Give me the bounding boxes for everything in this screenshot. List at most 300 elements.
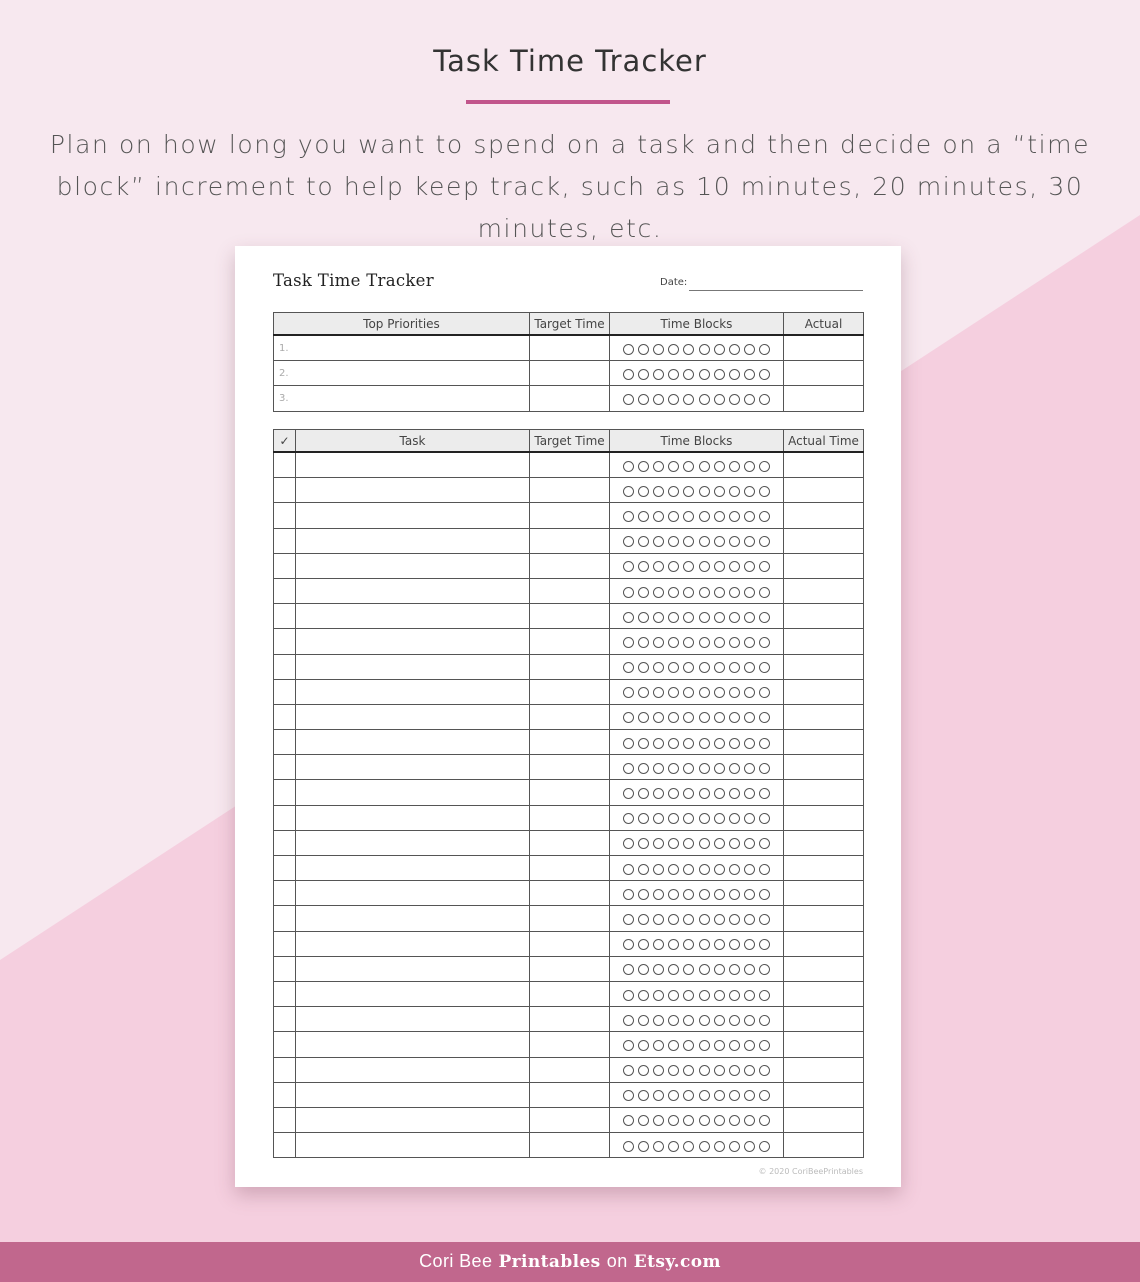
- time-block-circle[interactable]: [699, 687, 710, 698]
- time-block-circle[interactable]: [759, 1141, 770, 1152]
- time-block-circle[interactable]: [759, 712, 770, 723]
- time-block-circle[interactable]: [744, 587, 755, 598]
- task-checkbox-cell[interactable]: [274, 981, 296, 1006]
- time-block-circle[interactable]: [623, 813, 634, 824]
- actual-time-cell[interactable]: [784, 503, 864, 528]
- task-checkbox-cell[interactable]: [274, 629, 296, 654]
- task-text-cell[interactable]: [296, 1007, 530, 1032]
- task-checkbox-cell[interactable]: [274, 679, 296, 704]
- time-block-circle[interactable]: [714, 662, 725, 673]
- task-checkbox-cell[interactable]: [274, 1007, 296, 1032]
- time-block-circle[interactable]: [638, 461, 649, 472]
- task-text-cell[interactable]: [296, 478, 530, 503]
- time-block-circle[interactable]: [683, 687, 694, 698]
- time-block-circle[interactable]: [668, 1115, 679, 1126]
- time-block-circle[interactable]: [653, 990, 664, 1001]
- time-block-circle[interactable]: [668, 914, 679, 925]
- time-block-circle[interactable]: [668, 1015, 679, 1026]
- time-block-circle[interactable]: [714, 1015, 725, 1026]
- time-block-circle[interactable]: [623, 712, 634, 723]
- time-block-circle[interactable]: [653, 587, 664, 598]
- time-block-circle[interactable]: [759, 889, 770, 900]
- actual-time-cell[interactable]: [784, 1082, 864, 1107]
- time-block-circle[interactable]: [699, 914, 710, 925]
- time-block-circle[interactable]: [744, 738, 755, 749]
- actual-time-cell[interactable]: [784, 452, 864, 478]
- time-block-circle[interactable]: [759, 561, 770, 572]
- time-block-circle[interactable]: [668, 1090, 679, 1101]
- time-block-circle[interactable]: [744, 536, 755, 547]
- task-checkbox-cell[interactable]: [274, 452, 296, 478]
- time-block-circle[interactable]: [759, 662, 770, 673]
- time-block-circle[interactable]: [668, 738, 679, 749]
- time-block-circle[interactable]: [759, 394, 770, 405]
- time-block-circle[interactable]: [699, 1040, 710, 1051]
- target-time-cell[interactable]: [530, 1082, 610, 1107]
- time-block-circle[interactable]: [638, 344, 649, 355]
- target-time-cell[interactable]: [530, 805, 610, 830]
- time-block-circle[interactable]: [714, 1141, 725, 1152]
- time-block-circle[interactable]: [729, 612, 740, 623]
- time-block-circle[interactable]: [653, 612, 664, 623]
- time-block-circle[interactable]: [729, 1141, 740, 1152]
- time-block-circle[interactable]: [759, 939, 770, 950]
- time-block-circle[interactable]: [623, 1065, 634, 1076]
- task-checkbox-cell[interactable]: [274, 956, 296, 981]
- time-block-circle[interactable]: [638, 788, 649, 799]
- task-text-cell[interactable]: [296, 1057, 530, 1082]
- task-text-cell[interactable]: [296, 780, 530, 805]
- time-block-circle[interactable]: [729, 763, 740, 774]
- time-block-circle[interactable]: [623, 369, 634, 380]
- task-text-cell[interactable]: [296, 1082, 530, 1107]
- time-block-circle[interactable]: [714, 864, 725, 875]
- actual-time-cell[interactable]: [784, 528, 864, 553]
- task-checkbox-cell[interactable]: [274, 1032, 296, 1057]
- time-block-circle[interactable]: [699, 587, 710, 598]
- time-block-circle[interactable]: [683, 369, 694, 380]
- time-block-circle[interactable]: [683, 1115, 694, 1126]
- time-block-circle[interactable]: [668, 369, 679, 380]
- time-block-circle[interactable]: [638, 662, 649, 673]
- time-block-circle[interactable]: [683, 1141, 694, 1152]
- time-block-circle[interactable]: [653, 561, 664, 572]
- time-block-circle[interactable]: [759, 369, 770, 380]
- time-block-circle[interactable]: [729, 939, 740, 950]
- actual-time-cell[interactable]: [784, 704, 864, 729]
- time-block-circle[interactable]: [668, 939, 679, 950]
- time-block-circle[interactable]: [729, 864, 740, 875]
- time-block-circle[interactable]: [699, 1090, 710, 1101]
- time-block-circle[interactable]: [668, 344, 679, 355]
- actual-time-cell[interactable]: [784, 1032, 864, 1057]
- time-block-circle[interactable]: [683, 990, 694, 1001]
- target-time-cell[interactable]: [530, 679, 610, 704]
- time-block-circle[interactable]: [729, 561, 740, 572]
- actual-time-cell[interactable]: [784, 931, 864, 956]
- time-block-circle[interactable]: [699, 511, 710, 522]
- time-block-circle[interactable]: [744, 461, 755, 472]
- time-block-circle[interactable]: [714, 763, 725, 774]
- task-checkbox-cell[interactable]: [274, 755, 296, 780]
- time-block-circle[interactable]: [729, 1040, 740, 1051]
- time-block-circle[interactable]: [729, 813, 740, 824]
- time-block-circle[interactable]: [683, 637, 694, 648]
- task-checkbox-cell[interactable]: [274, 704, 296, 729]
- time-block-circle[interactable]: [668, 1065, 679, 1076]
- time-block-circle[interactable]: [759, 990, 770, 1001]
- task-checkbox-cell[interactable]: [274, 805, 296, 830]
- task-text-cell[interactable]: [296, 881, 530, 906]
- time-block-circle[interactable]: [683, 964, 694, 975]
- time-block-circle[interactable]: [638, 1141, 649, 1152]
- task-checkbox-cell[interactable]: [274, 856, 296, 881]
- time-block-circle[interactable]: [699, 1065, 710, 1076]
- time-block-circle[interactable]: [759, 511, 770, 522]
- task-text-cell[interactable]: [296, 503, 530, 528]
- target-time-cell[interactable]: [530, 931, 610, 956]
- time-block-circle[interactable]: [683, 939, 694, 950]
- time-block-circle[interactable]: [623, 788, 634, 799]
- target-time-cell[interactable]: [530, 553, 610, 578]
- time-block-circle[interactable]: [729, 1090, 740, 1101]
- time-block-circle[interactable]: [699, 939, 710, 950]
- actual-time-cell[interactable]: [784, 755, 864, 780]
- time-block-circle[interactable]: [653, 964, 664, 975]
- task-text-cell[interactable]: [296, 553, 530, 578]
- actual-time-cell[interactable]: [784, 335, 864, 361]
- time-block-circle[interactable]: [699, 612, 710, 623]
- time-block-circle[interactable]: [653, 662, 664, 673]
- time-block-circle[interactable]: [699, 662, 710, 673]
- time-block-circle[interactable]: [683, 344, 694, 355]
- time-block-circle[interactable]: [668, 536, 679, 547]
- task-text-cell[interactable]: [296, 1032, 530, 1057]
- time-block-circle[interactable]: [759, 1040, 770, 1051]
- target-time-cell[interactable]: [530, 528, 610, 553]
- target-time-cell[interactable]: [530, 503, 610, 528]
- time-block-circle[interactable]: [653, 939, 664, 950]
- time-block-circle[interactable]: [638, 738, 649, 749]
- time-block-circle[interactable]: [744, 914, 755, 925]
- time-block-circle[interactable]: [699, 394, 710, 405]
- target-time-cell[interactable]: [530, 1133, 610, 1158]
- time-block-circle[interactable]: [699, 1141, 710, 1152]
- footer-shop[interactable]: Etsy.com: [633, 1252, 721, 1272]
- time-block-circle[interactable]: [653, 1015, 664, 1026]
- time-block-circle[interactable]: [744, 813, 755, 824]
- time-block-circle[interactable]: [759, 813, 770, 824]
- task-text-cell[interactable]: [296, 956, 530, 981]
- time-block-circle[interactable]: [653, 813, 664, 824]
- time-block-circle[interactable]: [653, 1040, 664, 1051]
- time-block-circle[interactable]: [759, 1065, 770, 1076]
- time-block-circle[interactable]: [653, 763, 664, 774]
- time-block-circle[interactable]: [653, 864, 664, 875]
- time-block-circle[interactable]: [699, 864, 710, 875]
- target-time-cell[interactable]: [530, 578, 610, 603]
- task-checkbox-cell[interactable]: [274, 478, 296, 503]
- time-block-circle[interactable]: [623, 486, 634, 497]
- actual-time-cell[interactable]: [784, 553, 864, 578]
- target-time-cell[interactable]: [530, 780, 610, 805]
- time-block-circle[interactable]: [759, 738, 770, 749]
- time-block-circle[interactable]: [683, 738, 694, 749]
- time-block-circle[interactable]: [759, 637, 770, 648]
- time-block-circle[interactable]: [668, 461, 679, 472]
- time-block-circle[interactable]: [699, 990, 710, 1001]
- actual-time-cell[interactable]: [784, 629, 864, 654]
- target-time-cell[interactable]: [530, 956, 610, 981]
- time-block-circle[interactable]: [744, 1090, 755, 1101]
- target-time-cell[interactable]: [530, 629, 610, 654]
- actual-time-cell[interactable]: [784, 654, 864, 679]
- time-block-circle[interactable]: [623, 687, 634, 698]
- time-block-circle[interactable]: [638, 511, 649, 522]
- time-block-circle[interactable]: [729, 788, 740, 799]
- time-block-circle[interactable]: [668, 712, 679, 723]
- time-block-circle[interactable]: [638, 914, 649, 925]
- time-block-circle[interactable]: [714, 637, 725, 648]
- time-block-circle[interactable]: [653, 738, 664, 749]
- time-block-circle[interactable]: [683, 1090, 694, 1101]
- time-block-circle[interactable]: [759, 461, 770, 472]
- time-block-circle[interactable]: [683, 511, 694, 522]
- time-block-circle[interactable]: [759, 914, 770, 925]
- time-block-circle[interactable]: [729, 889, 740, 900]
- target-time-cell[interactable]: [530, 386, 610, 411]
- task-checkbox-cell[interactable]: [274, 1107, 296, 1132]
- time-block-circle[interactable]: [714, 914, 725, 925]
- task-checkbox-cell[interactable]: [274, 1057, 296, 1082]
- target-time-cell[interactable]: [530, 604, 610, 629]
- time-block-circle[interactable]: [653, 1090, 664, 1101]
- time-block-circle[interactable]: [744, 344, 755, 355]
- time-block-circle[interactable]: [714, 1090, 725, 1101]
- time-block-circle[interactable]: [759, 536, 770, 547]
- time-block-circle[interactable]: [683, 864, 694, 875]
- time-block-circle[interactable]: [623, 637, 634, 648]
- time-block-circle[interactable]: [638, 394, 649, 405]
- time-block-circle[interactable]: [623, 511, 634, 522]
- priority-text-cell[interactable]: 1.: [274, 335, 530, 361]
- time-block-circle[interactable]: [714, 939, 725, 950]
- actual-time-cell[interactable]: [784, 1133, 864, 1158]
- time-block-circle[interactable]: [744, 662, 755, 673]
- time-block-circle[interactable]: [623, 561, 634, 572]
- time-block-circle[interactable]: [653, 461, 664, 472]
- task-text-cell[interactable]: [296, 805, 530, 830]
- time-block-circle[interactable]: [714, 461, 725, 472]
- time-block-circle[interactable]: [638, 536, 649, 547]
- time-block-circle[interactable]: [714, 394, 725, 405]
- time-block-circle[interactable]: [759, 964, 770, 975]
- target-time-cell[interactable]: [530, 1032, 610, 1057]
- task-checkbox-cell[interactable]: [274, 730, 296, 755]
- time-block-circle[interactable]: [638, 1040, 649, 1051]
- task-checkbox-cell[interactable]: [274, 881, 296, 906]
- time-block-circle[interactable]: [668, 511, 679, 522]
- time-block-circle[interactable]: [668, 838, 679, 849]
- time-block-circle[interactable]: [729, 687, 740, 698]
- time-block-circle[interactable]: [744, 889, 755, 900]
- time-block-circle[interactable]: [638, 838, 649, 849]
- time-block-circle[interactable]: [744, 939, 755, 950]
- time-block-circle[interactable]: [699, 461, 710, 472]
- task-checkbox-cell[interactable]: [274, 553, 296, 578]
- task-text-cell[interactable]: [296, 578, 530, 603]
- time-block-circle[interactable]: [653, 838, 664, 849]
- time-block-circle[interactable]: [668, 864, 679, 875]
- task-checkbox-cell[interactable]: [274, 578, 296, 603]
- time-block-circle[interactable]: [699, 536, 710, 547]
- task-text-cell[interactable]: [296, 906, 530, 931]
- time-block-circle[interactable]: [744, 561, 755, 572]
- time-block-circle[interactable]: [638, 1115, 649, 1126]
- time-block-circle[interactable]: [759, 687, 770, 698]
- time-block-circle[interactable]: [744, 1065, 755, 1076]
- time-block-circle[interactable]: [653, 369, 664, 380]
- time-block-circle[interactable]: [623, 1115, 634, 1126]
- time-block-circle[interactable]: [699, 1015, 710, 1026]
- time-block-circle[interactable]: [759, 344, 770, 355]
- time-block-circle[interactable]: [744, 511, 755, 522]
- time-block-circle[interactable]: [623, 964, 634, 975]
- time-block-circle[interactable]: [744, 990, 755, 1001]
- time-block-circle[interactable]: [699, 788, 710, 799]
- time-block-circle[interactable]: [653, 511, 664, 522]
- time-block-circle[interactable]: [714, 1065, 725, 1076]
- priority-text-cell[interactable]: 2.: [274, 361, 530, 386]
- time-block-circle[interactable]: [668, 486, 679, 497]
- time-block-circle[interactable]: [759, 587, 770, 598]
- time-block-circle[interactable]: [623, 662, 634, 673]
- time-block-circle[interactable]: [683, 914, 694, 925]
- time-block-circle[interactable]: [714, 813, 725, 824]
- time-block-circle[interactable]: [638, 587, 649, 598]
- time-block-circle[interactable]: [729, 914, 740, 925]
- task-text-cell[interactable]: [296, 452, 530, 478]
- time-block-circle[interactable]: [623, 1015, 634, 1026]
- time-block-circle[interactable]: [699, 813, 710, 824]
- time-block-circle[interactable]: [714, 587, 725, 598]
- time-block-circle[interactable]: [729, 662, 740, 673]
- time-block-circle[interactable]: [744, 637, 755, 648]
- time-block-circle[interactable]: [638, 889, 649, 900]
- time-block-circle[interactable]: [638, 486, 649, 497]
- task-text-cell[interactable]: [296, 981, 530, 1006]
- time-block-circle[interactable]: [638, 612, 649, 623]
- time-block-circle[interactable]: [714, 511, 725, 522]
- time-block-circle[interactable]: [623, 394, 634, 405]
- task-checkbox-cell[interactable]: [274, 830, 296, 855]
- time-block-circle[interactable]: [668, 637, 679, 648]
- time-block-circle[interactable]: [623, 914, 634, 925]
- actual-time-cell[interactable]: [784, 830, 864, 855]
- task-checkbox-cell[interactable]: [274, 528, 296, 553]
- task-text-cell[interactable]: [296, 931, 530, 956]
- actual-time-cell[interactable]: [784, 679, 864, 704]
- time-block-circle[interactable]: [683, 536, 694, 547]
- time-block-circle[interactable]: [699, 838, 710, 849]
- time-block-circle[interactable]: [714, 687, 725, 698]
- time-block-circle[interactable]: [653, 914, 664, 925]
- time-block-circle[interactable]: [623, 1090, 634, 1101]
- time-block-circle[interactable]: [714, 612, 725, 623]
- time-block-circle[interactable]: [729, 964, 740, 975]
- time-block-circle[interactable]: [653, 394, 664, 405]
- task-text-cell[interactable]: [296, 654, 530, 679]
- time-block-circle[interactable]: [759, 763, 770, 774]
- time-block-circle[interactable]: [623, 864, 634, 875]
- time-block-circle[interactable]: [623, 1040, 634, 1051]
- time-block-circle[interactable]: [759, 1115, 770, 1126]
- actual-time-cell[interactable]: [784, 906, 864, 931]
- task-text-cell[interactable]: [296, 679, 530, 704]
- target-time-cell[interactable]: [530, 478, 610, 503]
- time-block-circle[interactable]: [744, 1040, 755, 1051]
- actual-time-cell[interactable]: [784, 881, 864, 906]
- time-block-circle[interactable]: [699, 561, 710, 572]
- target-time-cell[interactable]: [530, 1007, 610, 1032]
- time-block-circle[interactable]: [714, 486, 725, 497]
- time-block-circle[interactable]: [729, 536, 740, 547]
- time-block-circle[interactable]: [729, 990, 740, 1001]
- time-block-circle[interactable]: [683, 889, 694, 900]
- task-checkbox-cell[interactable]: [274, 931, 296, 956]
- actual-time-cell[interactable]: [784, 1057, 864, 1082]
- time-block-circle[interactable]: [623, 612, 634, 623]
- target-time-cell[interactable]: [530, 730, 610, 755]
- time-block-circle[interactable]: [729, 1115, 740, 1126]
- time-block-circle[interactable]: [668, 813, 679, 824]
- time-block-circle[interactable]: [653, 712, 664, 723]
- time-block-circle[interactable]: [623, 939, 634, 950]
- target-time-cell[interactable]: [530, 704, 610, 729]
- task-checkbox-cell[interactable]: [274, 780, 296, 805]
- time-block-circle[interactable]: [759, 864, 770, 875]
- time-block-circle[interactable]: [623, 344, 634, 355]
- target-time-cell[interactable]: [530, 1107, 610, 1132]
- target-time-cell[interactable]: [530, 1057, 610, 1082]
- task-text-cell[interactable]: [296, 528, 530, 553]
- time-block-circle[interactable]: [668, 687, 679, 698]
- time-block-circle[interactable]: [699, 738, 710, 749]
- time-block-circle[interactable]: [744, 864, 755, 875]
- actual-time-cell[interactable]: [784, 478, 864, 503]
- task-checkbox-cell[interactable]: [274, 654, 296, 679]
- target-time-cell[interactable]: [530, 361, 610, 386]
- time-block-circle[interactable]: [638, 864, 649, 875]
- task-text-cell[interactable]: [296, 856, 530, 881]
- time-block-circle[interactable]: [683, 1015, 694, 1026]
- time-block-circle[interactable]: [653, 486, 664, 497]
- time-block-circle[interactable]: [623, 461, 634, 472]
- time-block-circle[interactable]: [714, 1115, 725, 1126]
- actual-time-cell[interactable]: [784, 856, 864, 881]
- time-block-circle[interactable]: [668, 587, 679, 598]
- actual-time-cell[interactable]: [784, 1107, 864, 1132]
- task-text-cell[interactable]: [296, 755, 530, 780]
- time-block-circle[interactable]: [638, 712, 649, 723]
- time-block-circle[interactable]: [683, 1065, 694, 1076]
- time-block-circle[interactable]: [744, 1015, 755, 1026]
- task-text-cell[interactable]: [296, 1107, 530, 1132]
- time-block-circle[interactable]: [729, 738, 740, 749]
- time-block-circle[interactable]: [714, 889, 725, 900]
- time-block-circle[interactable]: [714, 738, 725, 749]
- time-block-circle[interactable]: [714, 964, 725, 975]
